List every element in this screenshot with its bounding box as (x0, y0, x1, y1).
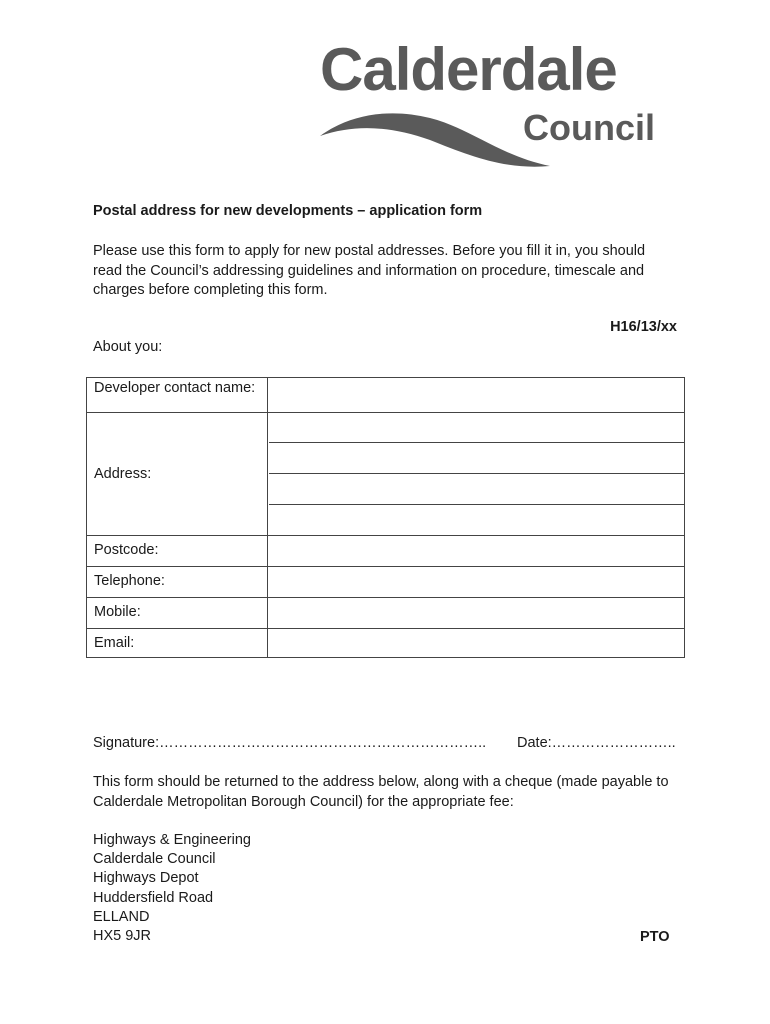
address-line-1-field[interactable] (269, 413, 685, 443)
address-line-2-field[interactable] (269, 443, 685, 473)
return-address-line: Calderdale Council (93, 851, 216, 868)
logo-wave-graphic (320, 108, 550, 172)
logo-subname: Council (523, 107, 655, 148)
telephone-label: Telephone: (87, 567, 268, 597)
please-turn-over: PTO (640, 929, 670, 945)
calderdale-council-logo (320, 36, 665, 179)
developer-contact-field[interactable] (269, 378, 685, 412)
mobile-label: Mobile: (87, 598, 268, 628)
postcode-label: Postcode: (87, 536, 268, 566)
return-address-line: ELLAND (93, 908, 150, 925)
return-address-line: Huddersfield Road (93, 889, 214, 906)
developer-contact-label: Developer contact name: (87, 378, 268, 412)
return-address-line: Highways Depot (93, 870, 199, 887)
return-address (93, 831, 251, 946)
return-address-line: HX5 9JR (93, 928, 152, 945)
mobile-field[interactable] (269, 598, 685, 628)
address-label: Address: (87, 413, 268, 535)
contact-details-table (86, 377, 685, 658)
return-instructions: This form should be returned to the address below, along with a cheque (made payable to Calderdale Metropolitan Borough Council) for the appropriate fee: (93, 774, 669, 810)
form-reference: H16/13/xx (610, 319, 677, 335)
telephone-field[interactable] (269, 567, 685, 597)
about-you-heading: About you: (93, 339, 163, 355)
date-line[interactable]: Date:…………………….. (517, 735, 676, 751)
email-field[interactable] (269, 629, 685, 658)
logo-name: Calderdale (320, 36, 617, 103)
form-title: Postal address for new developments – application form (93, 203, 483, 219)
address-line-4-field[interactable] (269, 505, 685, 535)
email-label: Email: (87, 629, 268, 658)
signature-line[interactable]: Signature:………………………………………………………….. (93, 735, 487, 751)
address-line-3-field[interactable] (269, 474, 685, 504)
intro-paragraph: Please use this form to apply for new postal addresses. Before you fill it in, you should read the Council’s addressing guidelines and information on procedure, timescale and charges before completing this form. (93, 243, 646, 298)
return-address-line: Highways & Engineering (93, 832, 251, 848)
postcode-field[interactable] (269, 536, 685, 566)
